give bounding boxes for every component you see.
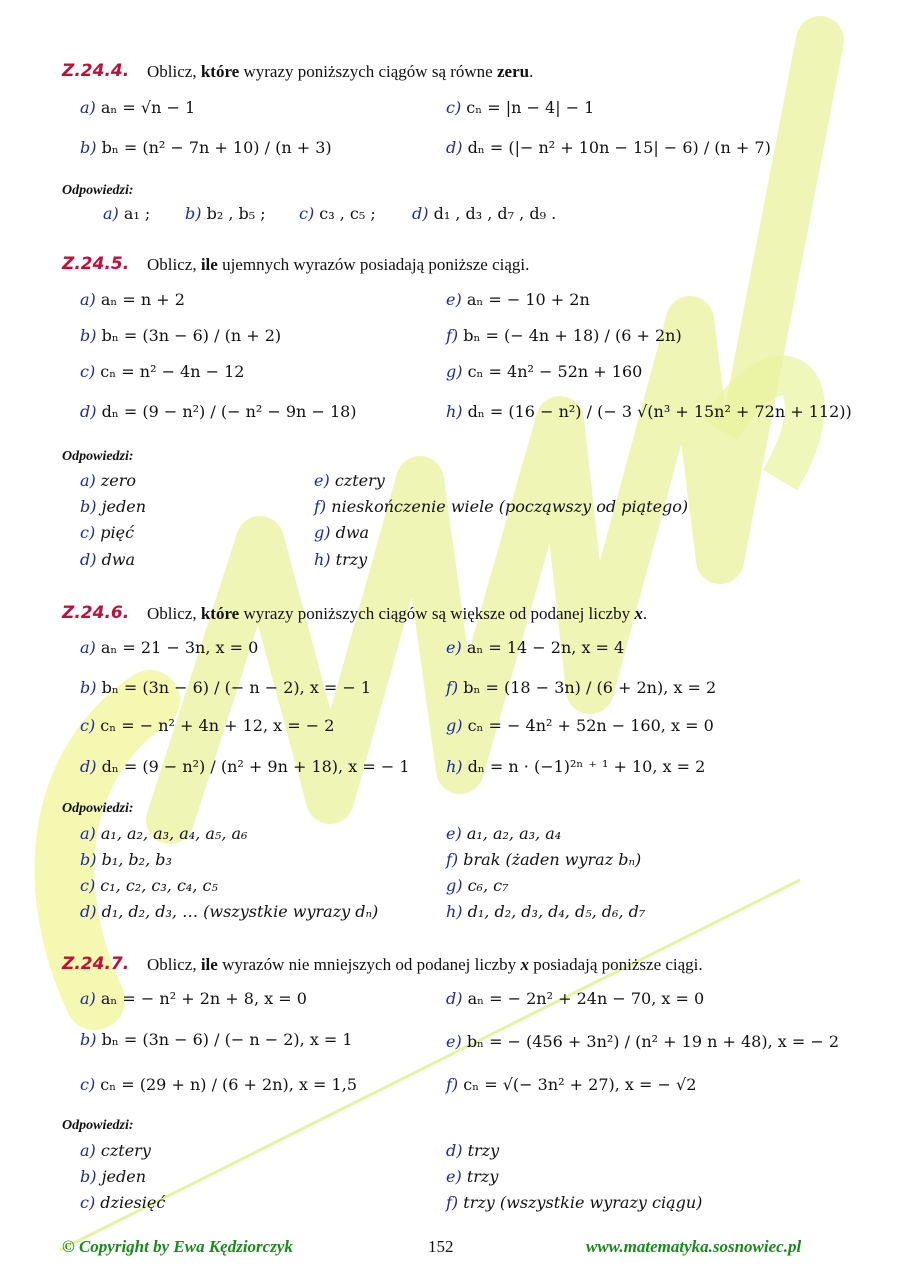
exercise-tag: Z.24.6.: [62, 603, 130, 623]
item-e: e) aₙ = 14 − 2n, x = 4: [446, 638, 625, 657]
item-d: d) aₙ = − 2n² + 24n − 70, x = 0: [446, 989, 705, 1008]
item-a: a) aₙ = 21 − 3n, x = 0: [80, 638, 259, 657]
footer-copyright: © Copyright by Ewa Kędziorczyk: [62, 1237, 293, 1256]
answers-heading: Odpowiedzi:: [62, 449, 134, 464]
answers-heading: Odpowiedzi:: [62, 1118, 134, 1133]
answer-c: c) c₃ , c₅ ;: [299, 204, 376, 223]
item-b: b) bₙ = (3n − 6) / (n + 2): [80, 326, 282, 345]
item-f: f) cₙ = √(− 3n² + 27), x = − √2: [446, 1075, 697, 1094]
answers-heading: Odpowiedzi:: [62, 183, 134, 198]
item-f: f) bₙ = (− 4n + 18) / (6 + 2n): [446, 326, 682, 345]
answer-c: c) c₁, c₂, c₃, c₄, c₅: [80, 876, 218, 895]
answer-a: a) zero: [80, 471, 137, 490]
item-a: a) aₙ = n + 2: [80, 290, 185, 309]
answer-h: h) d₁, d₂, d₃, d₄, d₅, d₆, d₇: [446, 902, 646, 921]
item-e: e) aₙ = − 10 + 2n: [446, 290, 590, 309]
answer-a: a) a₁ ;: [103, 204, 151, 223]
item-b: b) bₙ = (n² − 7n + 10) / (n + 3): [80, 138, 332, 157]
answer-h: h) trzy: [314, 550, 368, 569]
exercise-prompt: Oblicz, ile ujemnych wyrazów posiadają poniższe ciągi.: [147, 255, 530, 274]
answer-c: c) pięć: [80, 523, 135, 542]
answer-e: e) trzy: [446, 1167, 499, 1186]
item-h: h) dₙ = (16 − n²) / (− 3 √(n³ + 15n² + 72n + 112)): [446, 402, 852, 421]
answer-f: f) nieskończenie wiele (począwszy od piątego): [314, 497, 689, 516]
exercise-tag: Z.24.4.: [62, 61, 130, 81]
answer-e: e) cztery: [314, 471, 385, 490]
answers-heading: Odpowiedzi:: [62, 801, 134, 816]
answer-b: b) b₂ , b₅ ;: [185, 204, 266, 223]
item-b: b) bₙ = (3n − 6) / (− n − 2), x = 1: [80, 1030, 353, 1049]
exercise-tag: Z.24.7.: [62, 954, 130, 974]
item-d: d) dₙ = (|− n² + 10n − 15| − 6) / (n + 7): [446, 138, 771, 157]
footer-website[interactable]: www.matematyka.sosnowiec.pl: [586, 1237, 802, 1256]
item-a: a) aₙ = − n² + 2n + 8, x = 0: [80, 989, 307, 1008]
exercise-tag: Z.24.5.: [62, 254, 130, 274]
item-d: d) dₙ = (9 − n²) / (− n² − 9n − 18): [80, 402, 357, 421]
answer-e: e) a₁, a₂, a₃, a₄: [446, 824, 562, 843]
item-c: c) cₙ = |n − 4| − 1: [446, 98, 595, 117]
answer-b: b) b₁, b₂, b₃: [80, 850, 172, 869]
answer-c: c) dziesięć: [80, 1193, 166, 1212]
answer-f: f) brak (żaden wyraz bₙ): [446, 850, 642, 869]
watermark-text: CWWWc: [0, 0, 5, 1]
item-f: f) bₙ = (18 − 3n) / (6 + 2n), x = 2: [446, 678, 717, 697]
item-d: d) dₙ = (9 − n²) / (n² + 9n + 18), x = − 1: [80, 757, 410, 776]
item-e: e) bₙ = − (456 + 3n²) / (n² + 19 n + 48), x = − 2: [446, 1032, 840, 1051]
answer-d: d) d₁ , d₃ , d₇ , d₉ .: [412, 204, 557, 223]
answer-b: b) jeden: [80, 497, 147, 516]
answer-a: a) a₁, a₂, a₃, a₄, a₅, a₆: [80, 824, 248, 843]
item-a: a) aₙ = √n − 1: [80, 98, 196, 117]
item-g: g) cₙ = 4n² − 52n + 160: [446, 362, 643, 381]
answer-g: g) dwa: [314, 523, 370, 542]
exercise-prompt: Oblicz, które wyrazy poniższych ciągów są większe od podanej liczby x.: [147, 604, 648, 623]
item-c: c) cₙ = (29 + n) / (6 + 2n), x = 1,5: [80, 1075, 357, 1094]
exercise-prompt: Oblicz, które wyrazy poniższych ciągów są równe zeru.: [147, 62, 534, 81]
item-h: h) dₙ = n · (−1)²ⁿ ⁺ ¹ + 10, x = 2: [446, 757, 706, 776]
page-number: 152: [428, 1237, 454, 1256]
answer-d: d) trzy: [446, 1141, 500, 1160]
answer-g: g) c₆, c₇: [446, 876, 509, 895]
item-g: g) cₙ = − 4n² + 52n − 160, x = 0: [446, 716, 714, 735]
answer-b: b) jeden: [80, 1167, 147, 1186]
answer-f: f) trzy (wszystkie wyrazy ciągu): [446, 1193, 703, 1212]
answer-a: a) cztery: [80, 1141, 151, 1160]
answer-d: d) d₁, d₂, d₃, … (wszystkie wyrazy dₙ): [80, 902, 379, 921]
item-c: c) cₙ = − n² + 4n + 12, x = − 2: [80, 716, 335, 735]
answer-d: d) dwa: [80, 550, 136, 569]
exercise-prompt: Oblicz, ile wyrazów nie mniejszych od podanej liczby x posiadają poniższe ciągi.: [147, 955, 703, 974]
item-c: c) cₙ = n² − 4n − 12: [80, 362, 245, 381]
item-b: b) bₙ = (3n − 6) / (− n − 2), x = − 1: [80, 678, 372, 697]
